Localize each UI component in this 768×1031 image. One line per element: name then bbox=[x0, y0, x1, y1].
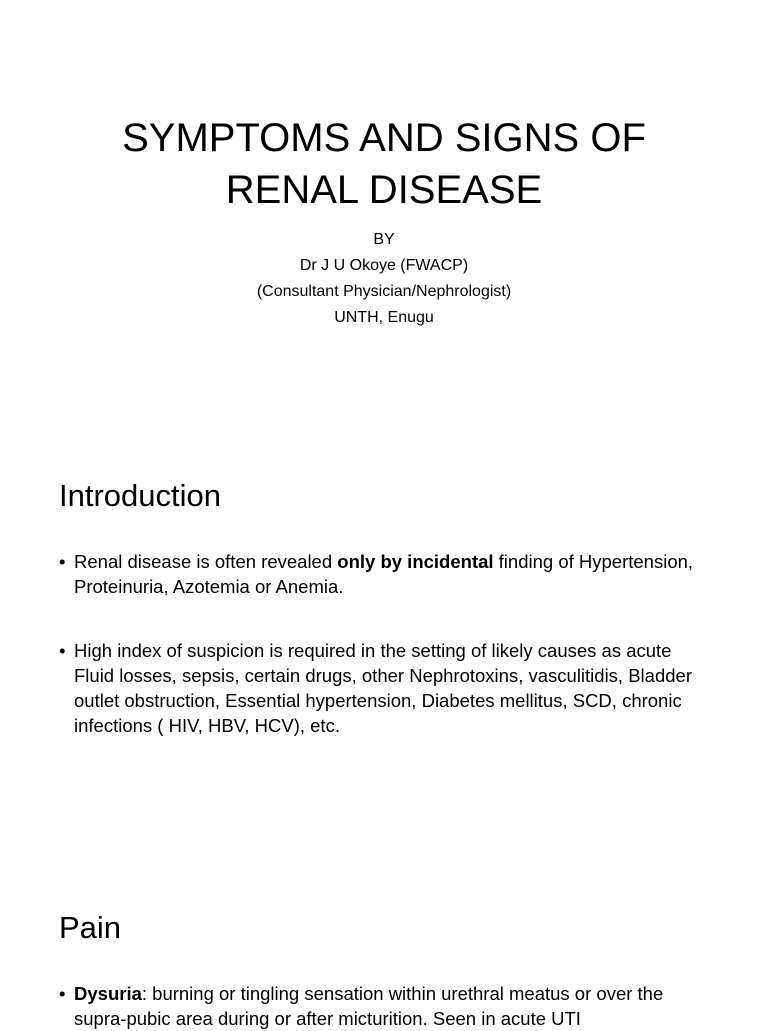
bullet-bold-text: only by incidental bbox=[337, 551, 494, 572]
bullet-item bbox=[59, 638, 709, 738]
slide-title-line-2: RENAL DISEASE bbox=[225, 168, 543, 212]
slide-title-line-1: SYMPTOMS AND SIGNS OF bbox=[122, 116, 646, 160]
subtitle-author: Dr J U Okoye (FWACP) bbox=[299, 257, 469, 274]
bullet-text: Renal disease is often revealed bbox=[74, 551, 338, 572]
slide-heading: Pain bbox=[59, 910, 122, 945]
introduction-slide bbox=[0, 432, 768, 864]
bullet-text: : burning or tingling sensation within urethral meatus or over the supra-pubic area during or after micturition. Seen in acute UTI bbox=[74, 983, 664, 1029]
slide-subtitle bbox=[0, 227, 768, 331]
pain-slide bbox=[0, 864, 768, 1029]
bullet-list bbox=[59, 549, 709, 738]
subtitle-role: (Consultant Physician/Nephrologist) bbox=[256, 283, 512, 300]
subtitle-by: BY bbox=[373, 231, 395, 248]
title-slide bbox=[0, 0, 768, 432]
bullet-item bbox=[59, 549, 709, 599]
bullet-text: finding of Hypertension, Proteinuria, Azotemia or Anemia. bbox=[74, 551, 694, 597]
bullet-bold-text: Dysuria bbox=[74, 983, 142, 1004]
subtitle-institution: UNTH, Enugu bbox=[334, 309, 434, 326]
slide-title bbox=[0, 112, 768, 216]
slide-heading: Introduction bbox=[59, 478, 221, 513]
bullet-text: High index of suspicion is required in the setting of likely causes as acute Fluid losses, sepsis, certain drugs, other Nephrotoxins, vasculitidis, Bladder outlet obstruction, Essential hypertension, Diabetes mellitus, SCD, chronic infections ( HIV, HBV, HCV), etc. bbox=[74, 640, 692, 736]
